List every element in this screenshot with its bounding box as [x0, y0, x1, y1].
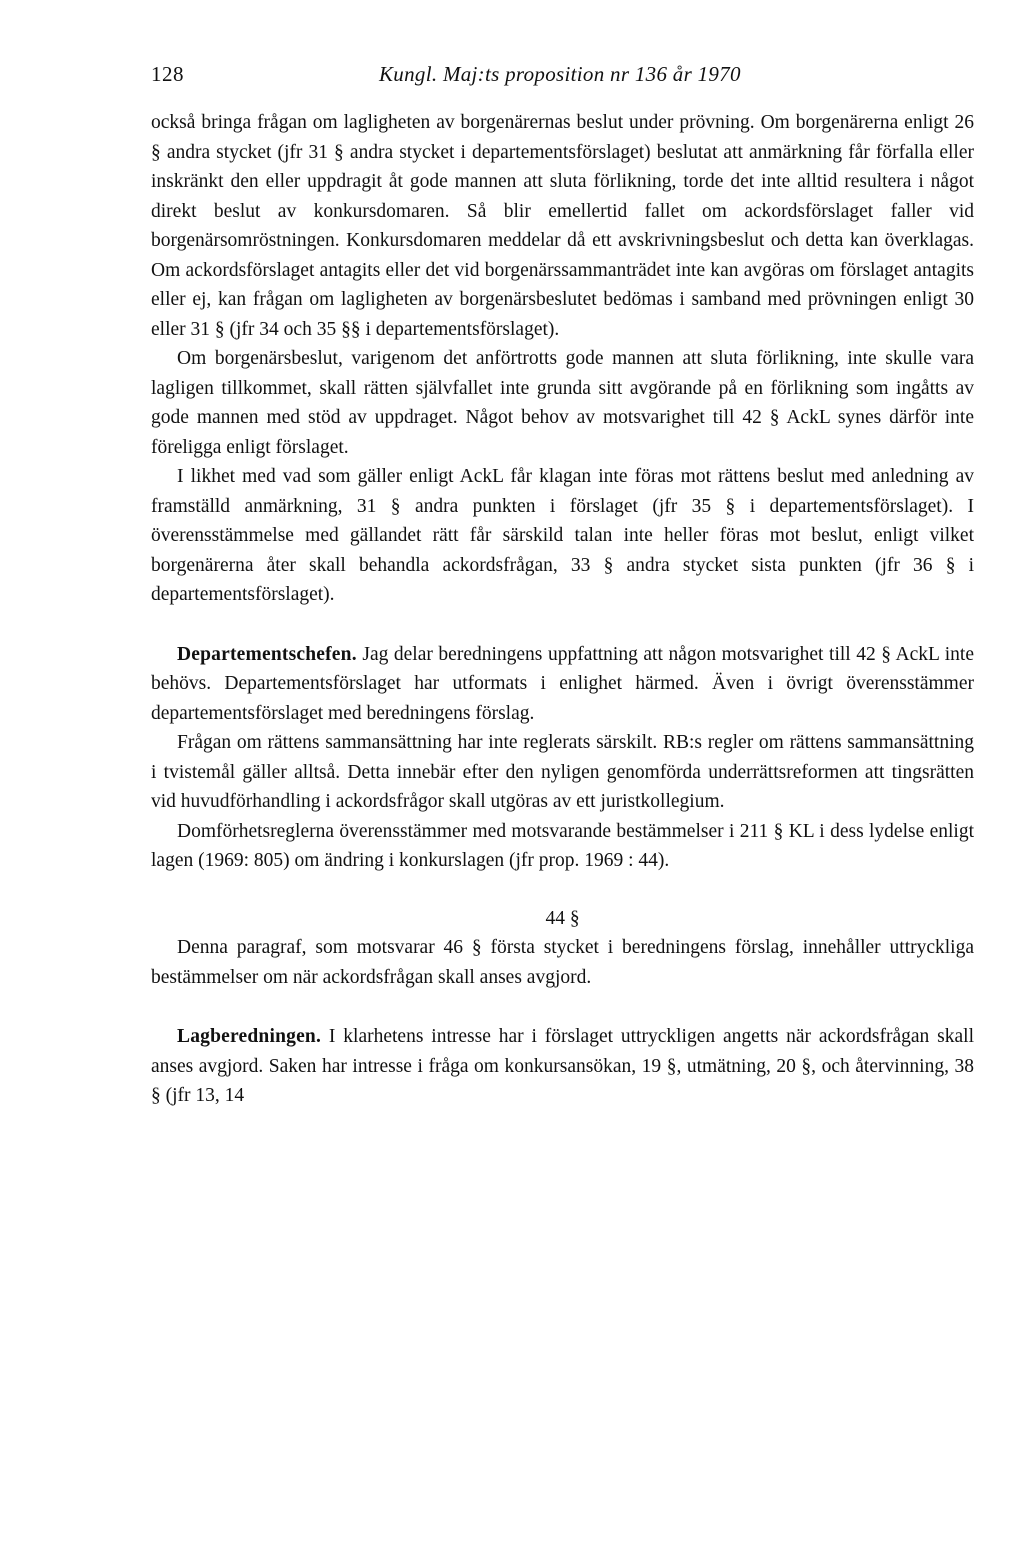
paragraph-continuation: också bringa frågan om lagligheten av borgenärernas beslut under prövning. Om borgenärerna enligt 26 § andra stycket (jfr 31 § andra stycket i departementsförslaget) beslutat att anmärkning får förfalla eller inskränkt den eller uppdragit åt gode mannen att sluta förlikning, torde det inte alltid resultera i något direkt beslut av konkursdomaren. Så blir emellertid fallet om ackordsförslaget faller vid borgenärsomröstningen. Konkursdomaren meddelar då ett avskrivningsbeslut och detta kan överklagas. Om ackordsförslaget antagits eller det vid borgenärssammanträdet inte kan avgöras om förslaget antagits eller ej, kan frågan om lagligheten av borgenärsbeslutet bedömas i samband med prövningen enligt 30 eller 31 § (jfr 34 och 35 §§ i departementsförslaget).	[151, 112, 974, 340]
paragraph-departementschefen	[151, 640, 974, 729]
paragraph: Om borgenärsbeslut, varigenom det anförtrotts gode mannen att sluta förlikning, inte skulle vara lagligen tillkommet, skall rätten självfallet inte grunda sitt avgörande på en förlikning som ingåtts av gode mannen med stöd av uppdraget. Något behov av motsvarighet till 42 § AckL synes därför inte föreligga enligt förslaget.	[151, 348, 974, 458]
page-number: 128	[151, 62, 184, 86]
section-heading: 44 §	[545, 907, 580, 929]
paragraph: Frågan om rättens sammansättning har inte reglerats särskilt. RB:s regler om rättens sammansättning i tvistemål gäller alltså. Detta innebär efter den nyligen genomförda underrättsreformen att tingsrätten vid huvudförhandling i ackordsfrågor skall utgöras av ett juristkollegium.	[151, 732, 974, 812]
publication-title: Kungl. Maj:ts proposition nr 136 år 1970	[379, 62, 741, 86]
body-text	[151, 108, 974, 1111]
speaker-label: Departementschefen.	[177, 643, 357, 665]
document-page	[151, 62, 974, 1111]
paragraph-text: I klarhetens intresse har i förslaget uttryckligen angetts när ackordsfrågan skall anses avgjord. Saken har intresse i fråga om konkursansökan, 19 §, utmätning, 20 §, och återvinning, 38 § (jfr 13, 14	[151, 1026, 975, 1106]
paragraph: Domförhetsreglerna överensstämmer med motsvarande bestämmelser i 211 § KL i dess lydelse enligt lagen (1969: 805) om ändring i konkurslagen (jfr prop. 1969 : 44).	[151, 820, 974, 871]
paragraph: Denna paragraf, som motsvarar 46 § första stycket i beredningens förslag, innehåller uttryckliga bestämmelser om när ackordsfrågan skall anses avgjord.	[151, 937, 974, 988]
paragraph: I likhet med vad som gäller enligt AckL får klagan inte föras mot rättens beslut med anledning av framställd anmärkning, 31 § andra punkten i förslaget (jfr 35 § i departementsförslaget). I överensstämmelse med gällandet rätt får särskild talan inte heller föras mot beslut, enligt vilket borgenärerna åter skall behandla ackordsfrågan, 33 § andra stycket sista punkten (jfr 36 § i departementsförslaget).	[151, 466, 974, 605]
speaker-label: Lagberedningen.	[177, 1026, 322, 1047]
paragraph-lagberedningen	[151, 1022, 974, 1111]
paragraph-text: Jag delar beredningens uppfattning att någon motsvarighet till 42 § AckL inte behövs. Departementsförslaget har utformats i enlighet härmed. Även i övrigt överensstämmer departementsförslaget med beredningens förslag.	[151, 643, 974, 724]
running-header	[151, 62, 974, 108]
